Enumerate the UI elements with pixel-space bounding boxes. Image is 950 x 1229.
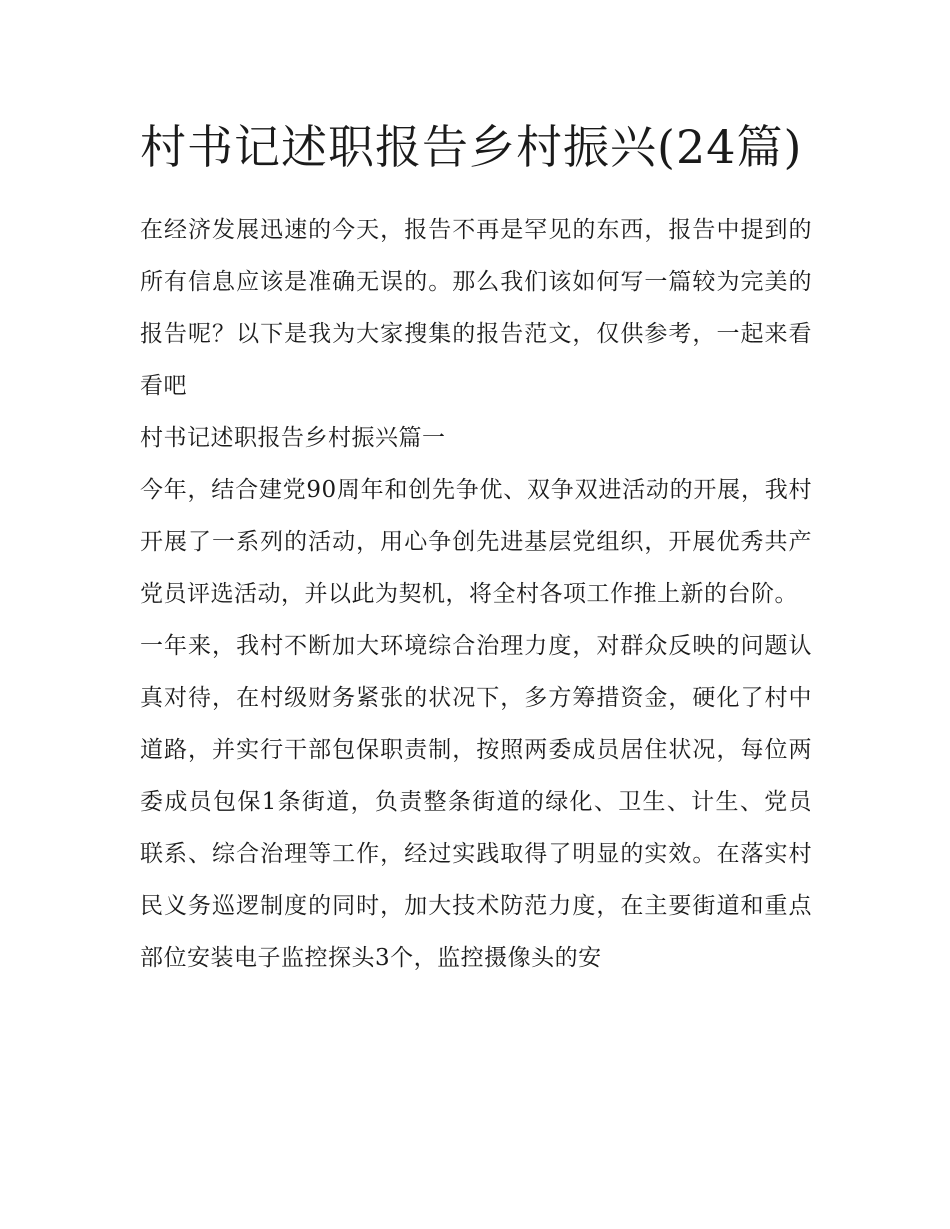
body-paragraph: 一年来，我村不断加大环境综合治理力度，对群众反映的问题认真对待，在村级财务紧张的状况下，多方筹措资金，硬化了村中道路，并实行干部包保职责制，按照两委成员居住状况，每位两委成员包保1条街道，负责整条街道的绿化、卫生、计生、党员联系、综合治理等工作，经过实践取得了明显的实效。在落实村民义务巡逻制度的同时，加大技术防范力度，在主要街道和重点部位安装电子监控探头3个，监控摄像头的安: [140, 633, 812, 971]
document-body: [140, 204, 812, 984]
section-heading: 村书记述职报告乡村振兴篇一: [140, 425, 446, 451]
document-page: [140, 112, 812, 984]
body-paragraph: 今年，结合建党90周年和创先争优、双争双进活动的开展，我村开展了一系列的活动，用心争创先进基层党组织，开展优秀共产党员评选活动，并以此为契机，将全村各项工作推上新的台阶。: [140, 477, 812, 607]
intro-paragraph: 在经济发展迅速的今天，报告不再是罕见的东西，报告中提到的所有信息应该是准确无误的。那么我们该如何写一篇较为完美的报告呢？以下是我为大家搜集的报告范文，仅供参考，一起来看看吧: [140, 217, 812, 399]
document-title: 村书记述职报告乡村振兴(24篇): [140, 120, 803, 174]
